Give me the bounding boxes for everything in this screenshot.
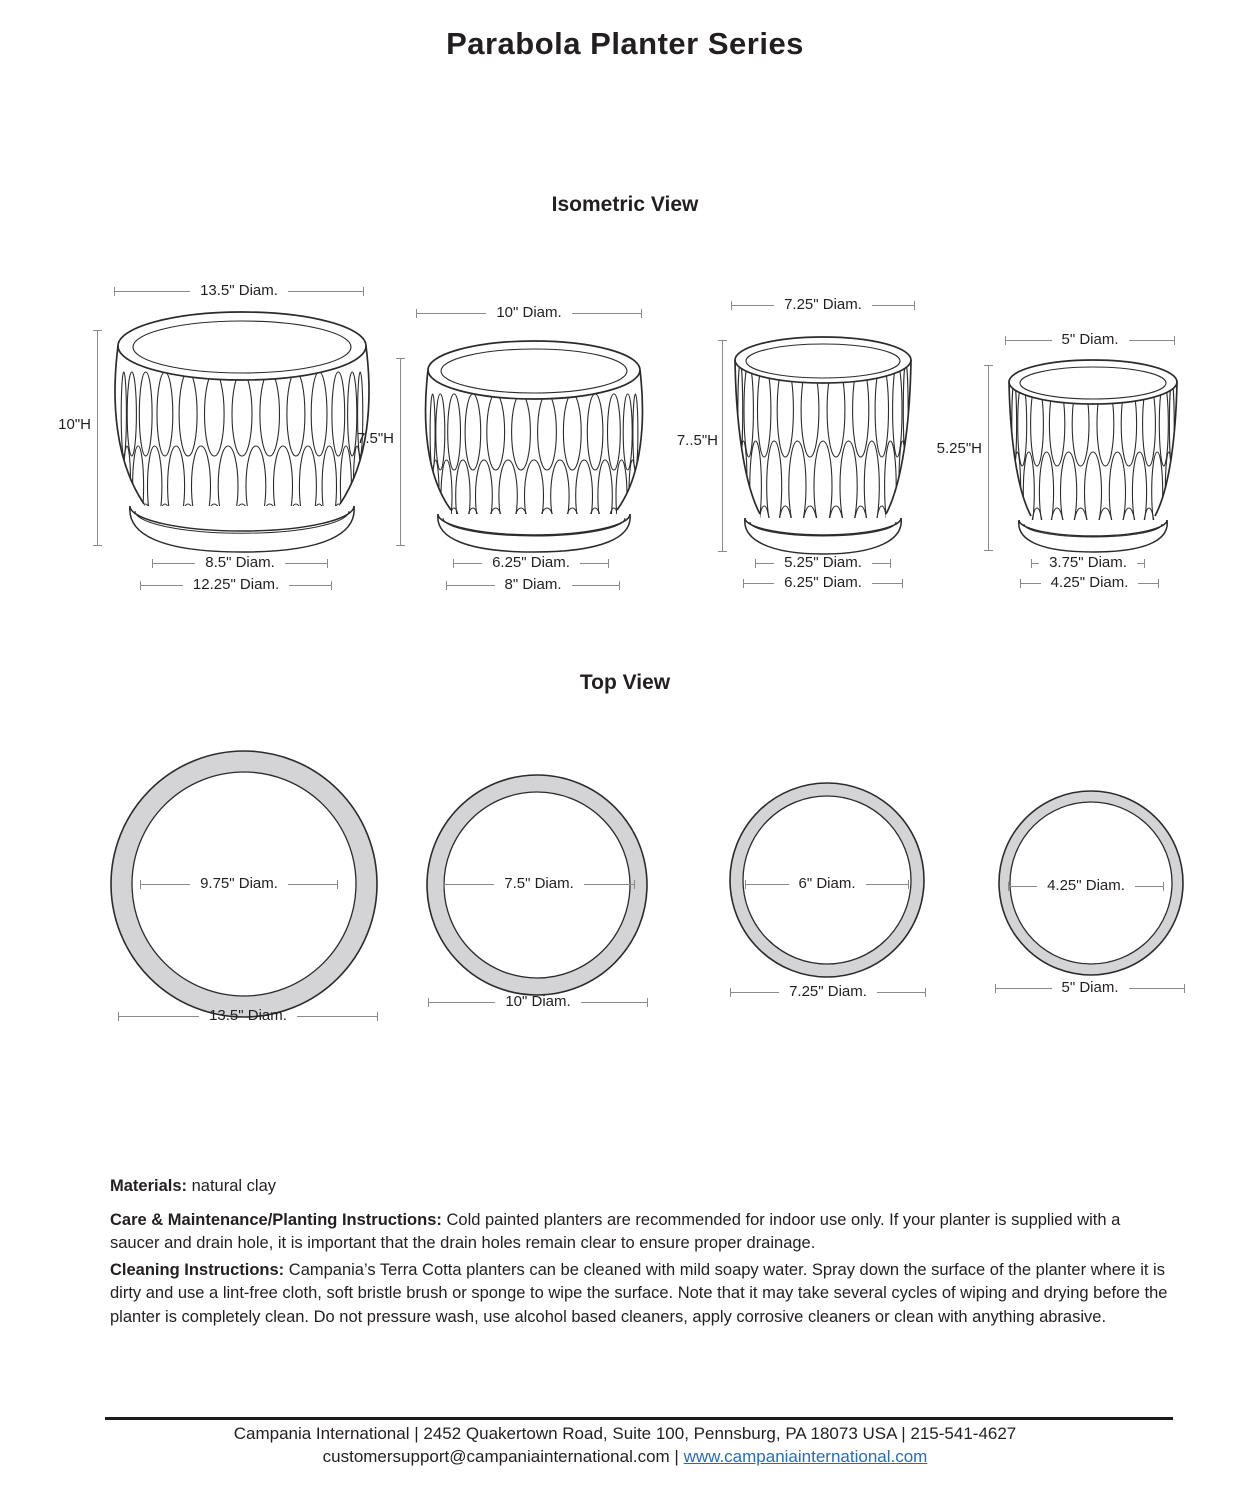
dim-saucer-diameter-4 — [1020, 575, 1159, 591]
dim-tick — [337, 880, 338, 889]
dim-height-line-1 — [97, 330, 98, 546]
dim-top-diameter-4 — [1005, 332, 1175, 348]
footer-website-link[interactable]: www.campaniainternational.com — [683, 1447, 928, 1466]
dim-tick — [1184, 984, 1185, 993]
dim-line — [141, 884, 190, 885]
materials-value: natural clay — [187, 1176, 276, 1195]
dim-base-diameter-1 — [152, 555, 328, 571]
dim-height-line-3 — [722, 340, 723, 552]
dim-tick — [1174, 336, 1175, 345]
dim-label: 6.25" Diam. — [492, 553, 570, 571]
page-title: Parabola Planter Series — [446, 26, 804, 61]
dim-tick — [327, 559, 328, 568]
dim-line — [744, 583, 774, 584]
dim-inner-diameter-2 — [443, 876, 635, 892]
dim-line — [1006, 340, 1052, 341]
dim-outer-diameter-1 — [118, 1008, 378, 1024]
dim-label: 6.25" Diam. — [784, 573, 862, 591]
dim-label: 5" Diam. — [1061, 978, 1119, 996]
dim-height-line-2 — [400, 358, 401, 546]
dim-line — [1009, 886, 1037, 887]
dim-line — [288, 884, 337, 885]
footer-contact — [0, 1447, 1250, 1467]
dim-tick — [1144, 559, 1145, 568]
dim-line — [996, 988, 1052, 989]
dim-label: 7.5" Diam. — [504, 874, 574, 892]
dim-inner-diameter-4 — [1008, 878, 1164, 894]
dim-label: 13.5" Diam. — [200, 281, 278, 299]
dim-line — [731, 992, 779, 993]
dim-saucer-diameter-2 — [446, 577, 620, 593]
footer-address: Campania International | 2452 Quakertown Road, Suite 100, Pennsburg, PA 18073 USA | 215-541-4627 — [233, 1424, 1017, 1443]
dim-tick — [331, 581, 332, 590]
dim-line — [866, 884, 909, 885]
dim-height-label-1: 10"H — [58, 416, 91, 433]
dim-tick — [1163, 882, 1164, 891]
dim-tick — [634, 880, 635, 889]
care-label: Care & Maintenance/Planting Instructions: — [110, 1210, 442, 1229]
footer-divider — [105, 1417, 1173, 1420]
dim-line — [1137, 563, 1144, 564]
cleaning-label: Cleaning Instructions: — [110, 1260, 285, 1279]
dim-outer-diameter-4 — [995, 980, 1185, 996]
dim-outer-diameter-3 — [730, 984, 926, 1000]
dim-top-diameter-3 — [731, 297, 915, 313]
dim-tick — [1158, 579, 1159, 588]
dim-label: 9.75" Diam. — [200, 874, 278, 892]
dim-line — [746, 884, 789, 885]
dim-label: 10" Diam. — [505, 992, 571, 1010]
dim-tick — [641, 309, 642, 318]
dim-line — [580, 563, 608, 564]
dim-line — [572, 313, 641, 314]
dim-line — [1129, 988, 1185, 989]
dim-line — [1021, 583, 1041, 584]
dim-tick — [619, 581, 620, 590]
dim-line — [289, 585, 331, 586]
dim-line — [584, 884, 634, 885]
cleaning-paragraph — [110, 1259, 1172, 1331]
dim-line — [297, 1016, 377, 1017]
cleaning-text: Campania’s Terra Cotta planters can be cleaned with mild soapy water. Spray down the surface of the planter where it is dirty and use a lint-free cloth, soft bristle brush or sponge to wipe the surface. Note that it may take several cycles of wiping and drying before the planter is completely clean. Do not pressure wash, use alcohol based cleaners, apply corrosive cleaners or clean with anything abrasive. — [110, 1260, 1168, 1327]
care-text: Cold painted planters are recommended for indoor use only. If your planter is supplied with a saucer and drain hole, it is important that the drain holes remain clear to ensure proper drainage. — [110, 1210, 1121, 1253]
dim-line — [288, 291, 363, 292]
dim-line — [872, 305, 914, 306]
dim-line — [1032, 563, 1039, 564]
dim-tick — [914, 301, 915, 310]
dim-line — [732, 305, 774, 306]
dim-inner-diameter-3 — [745, 876, 909, 892]
dim-label: 7.25" Diam. — [784, 295, 862, 313]
dim-label: 6" Diam. — [798, 874, 856, 892]
dim-line — [1138, 583, 1158, 584]
dim-saucer-diameter-1 — [140, 577, 332, 593]
materials-label: Materials: — [110, 1176, 188, 1195]
dim-inner-diameter-1 — [140, 876, 338, 892]
dim-line — [444, 884, 494, 885]
dim-tick — [902, 579, 903, 588]
dim-height-label-2: 7.5"H — [356, 430, 394, 447]
dim-line — [417, 313, 486, 314]
dim-label: 13.5" Diam. — [209, 1006, 287, 1024]
dim-label: 4.25" Diam. — [1047, 876, 1125, 894]
top-view-heading: Top View — [579, 671, 671, 694]
dim-label: 8.5" Diam. — [205, 553, 275, 571]
materials-paragraph — [110, 1175, 1172, 1199]
dim-line — [581, 1002, 647, 1003]
dim-saucer-diameter-3 — [743, 575, 903, 591]
planter-isometric-drawing-4 — [1003, 358, 1183, 554]
isometric-view-heading: Isometric View — [551, 193, 699, 216]
planter-isometric-drawing-3 — [728, 334, 918, 556]
dim-top-diameter-2 — [416, 305, 642, 321]
dim-label: 3.75" Diam. — [1049, 553, 1127, 571]
footer-separator: | — [669, 1447, 684, 1466]
dim-outer-diameter-2 — [428, 994, 648, 1010]
dim-label: 7.25" Diam. — [789, 982, 867, 1000]
dim-tick — [908, 880, 909, 889]
dim-line — [119, 1016, 199, 1017]
dim-base-diameter-2 — [453, 555, 609, 571]
dim-label: 5.25" Diam. — [784, 553, 862, 571]
dim-line — [872, 583, 902, 584]
dim-label: 8" Diam. — [504, 575, 562, 593]
dim-line — [1129, 340, 1175, 341]
dim-label: 12.25" Diam. — [192, 575, 280, 593]
dim-line — [447, 585, 495, 586]
dim-line — [872, 563, 890, 564]
planter-isometric-drawing-2 — [421, 336, 647, 554]
dim-line — [429, 1002, 495, 1003]
dim-line — [877, 992, 925, 993]
care-paragraph — [110, 1209, 1172, 1257]
dim-top-diameter-1 — [114, 283, 364, 299]
dim-tick — [608, 559, 609, 568]
dim-tick — [890, 559, 891, 568]
dim-height-label-3: 7..5"H — [676, 432, 718, 449]
dim-height-line-4 — [988, 365, 989, 551]
dim-base-diameter-3 — [755, 555, 891, 571]
dim-tick — [647, 998, 648, 1007]
dim-line — [454, 563, 482, 564]
dim-tick — [377, 1012, 378, 1021]
dim-line — [141, 585, 183, 586]
dim-line — [572, 585, 620, 586]
dim-tick — [363, 287, 364, 296]
dim-line — [1135, 886, 1163, 887]
dim-height-label-4: 5.25"H — [936, 440, 982, 457]
dim-tick — [925, 988, 926, 997]
dim-label: 10" Diam. — [496, 303, 562, 321]
dim-line — [153, 563, 195, 564]
dim-label: 4.25" Diam. — [1050, 573, 1129, 591]
dim-base-diameter-4 — [1031, 555, 1145, 571]
dim-line — [115, 291, 190, 292]
footer-email: customersupport@campaniainternational.com — [322, 1447, 670, 1466]
dim-line — [756, 563, 774, 564]
dim-line — [285, 563, 327, 564]
dim-label: 5" Diam. — [1061, 330, 1119, 348]
